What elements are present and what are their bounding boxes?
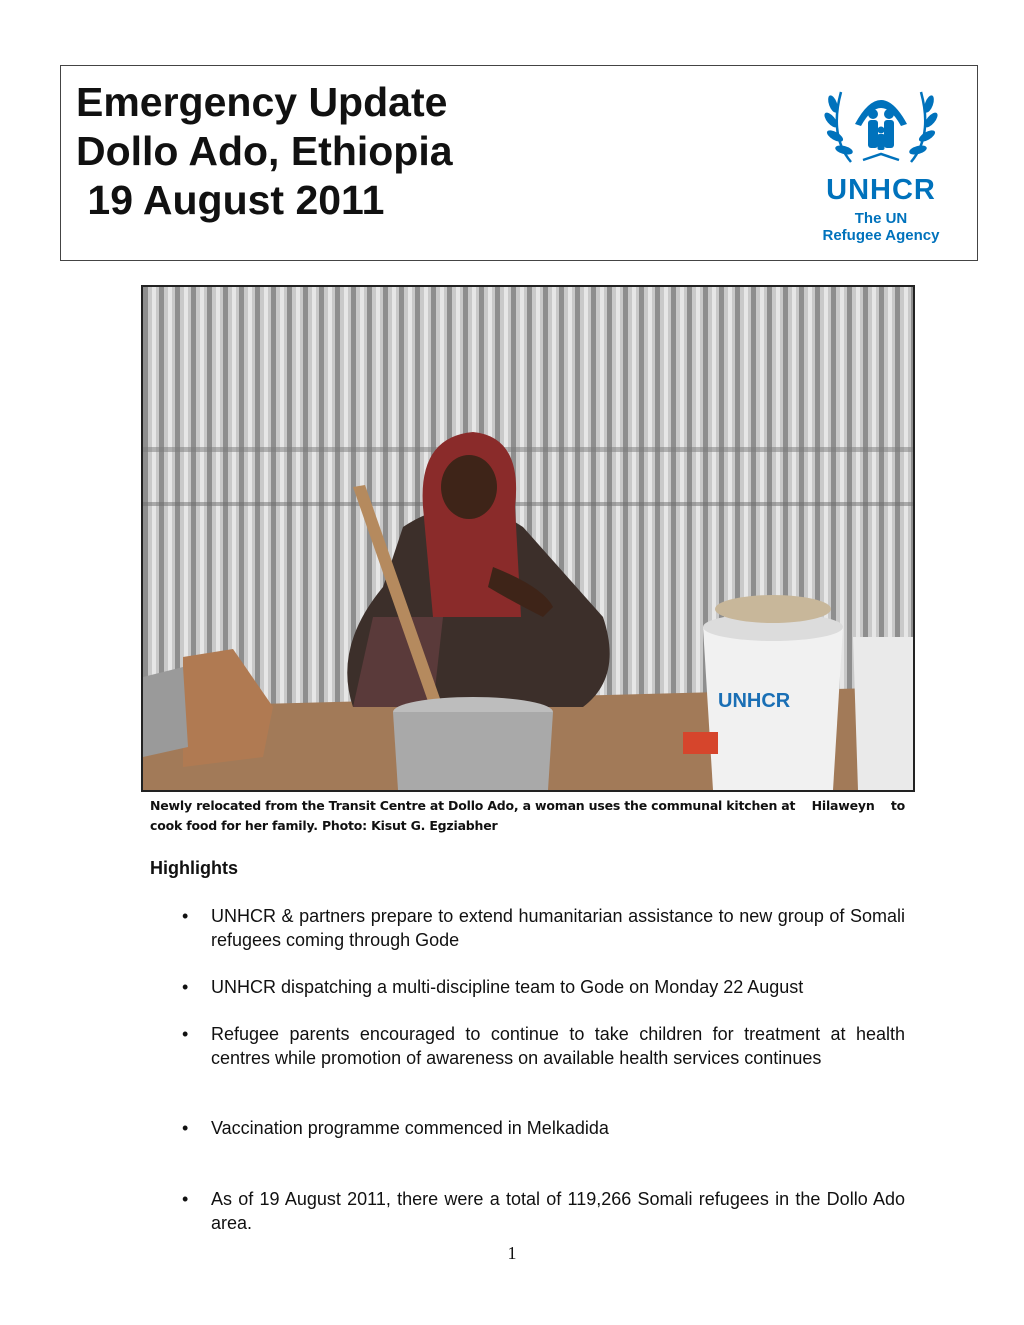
bullet-text: Vaccination programme commenced in Melkadida	[211, 1118, 609, 1138]
bullet-text: Refugee parents encouraged to continue to take children for treatment at health centres while promotion of awareness on available health services continues	[211, 1024, 905, 1068]
highlights-heading: Highlights	[150, 858, 238, 878]
photo-caption	[150, 796, 905, 836]
unhcr-logo	[811, 74, 951, 254]
bullet-icon: •	[182, 977, 189, 997]
bullet-text: UNHCR & partners prepare to extend humanitarian assistance to new group of Somali refugees coming through Gode	[211, 906, 905, 950]
bucket-unhcr-label: UNHCR	[718, 690, 791, 712]
logo-wordmark: UNHCR	[826, 174, 936, 206]
title-line-2: Dollo Ado, Ethiopia	[76, 128, 453, 174]
unhcr-laurel-shelter-icon	[811, 74, 951, 174]
title-line-3: 19 August 2011	[76, 177, 385, 223]
photo-woman-cooking	[141, 285, 915, 792]
bullet-text: UNHCR dispatching a multi-discipline team to Gode on Monday 22 August	[211, 977, 804, 997]
title-line-1: Emergency Update	[76, 79, 448, 125]
logo-tagline-2: Refugee Agency	[822, 227, 940, 244]
caption-text-1a: Newly relocated from the Transit Centre at Dollo Ado, a woman uses the communal kitchen at	[150, 798, 796, 813]
bullet-icon: •	[182, 906, 189, 926]
header-box	[60, 65, 978, 261]
caption-line-2: cook food for her family. Photo: Kisut G. Egziabher	[150, 818, 498, 833]
caption-text-1c: to	[890, 798, 905, 813]
logo-tagline-1: The UN	[854, 210, 908, 227]
photo-illustration	[143, 287, 913, 790]
caption-text-1b: Hilaweyn	[811, 798, 875, 813]
bullet-icon: •	[182, 1024, 189, 1044]
bullet-icon: •	[182, 1189, 189, 1209]
page-number: 1	[507, 1243, 517, 1263]
caption-line-1	[150, 796, 905, 816]
bullet-icon: •	[182, 1118, 189, 1138]
bullet-text: As of 19 August 2011, there were a total of 119,266 Somali refugees in the Dollo Ado area.	[211, 1189, 905, 1233]
